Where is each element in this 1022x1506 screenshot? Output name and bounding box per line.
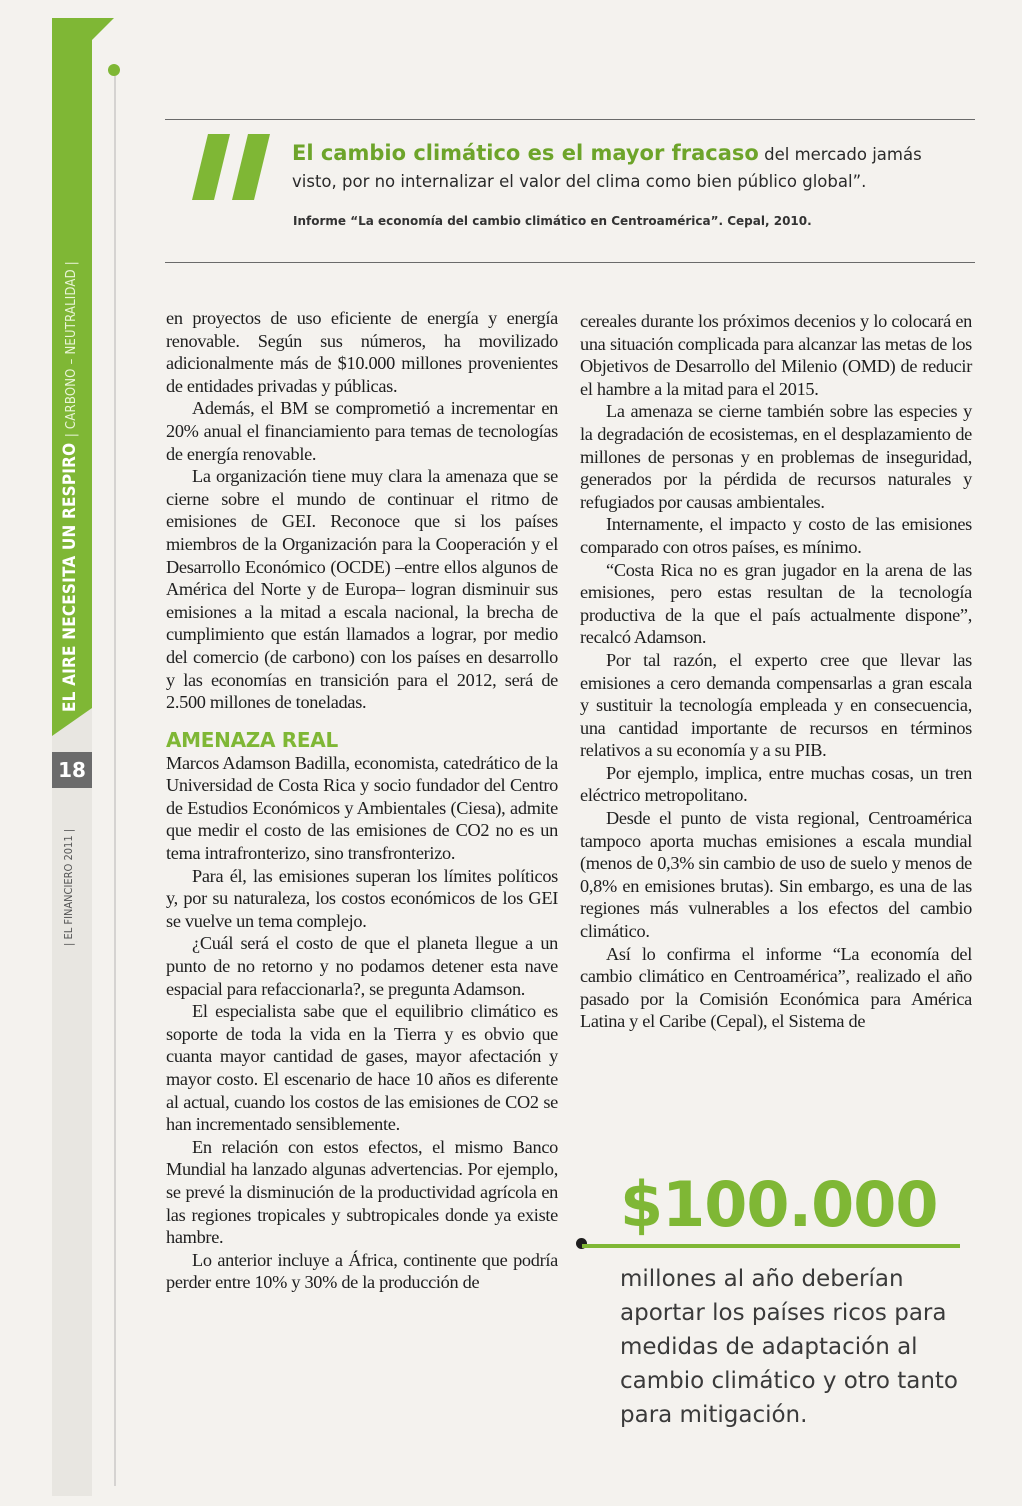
- paragraph: Para él, las emisiones superan los límites políticos y, por su naturaleza, los costos económicos de los GEI se vuelve un tema complejo.: [166, 865, 558, 931]
- quote-marks-icon: [188, 132, 288, 202]
- paragraph: En relación con estos efectos, el mismo Banco Mundial ha lanzado algunas advertencias. Por ejemplo, se prevé la disminución de la productividad agrícola en las regiones tropicales y subtropicales donde ya existe hambre.: [166, 1136, 558, 1248]
- paragraph: Además, el BM se comprometió a incrementar en 20% anual el financiamiento para temas de tecnologías de energía renovable.: [166, 398, 558, 464]
- subheading: AMENAZA REAL: [166, 727, 338, 752]
- publication-footer: | EL FINANCIERO 2011 |: [62, 828, 75, 946]
- section-subtitle: | CARBONO – NEUTRALIDAD |: [64, 261, 79, 438]
- pull-quote: [292, 140, 952, 195]
- sidebar-tab-corner: [92, 18, 114, 40]
- paragraph: en proyectos de uso eficiente de energía y energía renovable. Según sus números, ha movilizado adicionalmente más de $10.000 millones provenientes de entidades privadas y públicas.: [166, 308, 558, 396]
- paragraph: El especialista sabe que el equilibrio climático es soporte de toda la vida en la Tierra y es obvio que cuanta mayor cantidad de gases, mayor afectación y mayor costo. El escenario de hace 10 años es diferente al actual, cuando los costos de las emisiones de CO2 se han incrementado sensiblemente.: [166, 1001, 558, 1135]
- margin-guide-line: [114, 76, 116, 1486]
- bullet-dot-icon: [108, 64, 120, 76]
- paragraph: Por ejemplo, implica, entre muchas cosas, un tren eléctrico metropolitano.: [580, 762, 972, 806]
- paragraph: Por tal razón, el experto cree que llevar las emisiones a cero demanda compensarlas a gran escala y sustituir la tecnología empleada y en consecuencia, una cantidad importante de recursos en términos relativos a su economía y a su PIB.: [580, 649, 972, 761]
- paragraph: La organización tiene muy clara la amenaza que se cierne sobre el mundo de continuar el ritmo de emisiones de GEI. Reconoce que si los países miembros de la Organización para la Cooperación y el Desarrollo Económico (OCDE) –entre ellos algunos de América del Norte y de Europa– logran disminuir sus emisiones a la mitad a escala nacional, la brecha de cumplimiento que están llamados a lograr, por medio del comercio (de carbono) con los países en desarrollo y las economías en transición para el 2012, será de 2.500 millones de toneladas.: [166, 466, 558, 713]
- article-column-1: [166, 307, 558, 1294]
- paragraph: cereales durante los próximos decenios y lo colocará en una situación complicada para alcanzar las metas de los Objetivos de Desarrollo del Milenio (OMD) de reducir el hambre a la mitad para el 2015.: [580, 311, 972, 399]
- callout-number: $100.000: [620, 1168, 938, 1241]
- paragraph: Así lo confirma el informe “La economía del cambio climático en Centroamérica”, realizado el año pasado por la Comisión Económica para América Latina y el Caribe (Cepal), el Sistema de: [580, 943, 972, 1032]
- quote-top-rule: [165, 119, 975, 120]
- pull-quote-source: Informe “La economía del cambio climático en Centroamérica”. Cepal, 2010.: [293, 214, 812, 228]
- paragraph: ¿Cuál será el costo de que el planeta llegue a un punto de no retorno y no podamos detener esta nave espacial para refaccionarla?, se pregunta Adamson.: [166, 933, 558, 999]
- pull-quote-highlight: El cambio climático es el mayor fracaso: [292, 141, 759, 165]
- sidebar-lower-corner: [52, 708, 92, 736]
- pull-quote-text: del mercado jamás visto, por no internalizar el valor del clima como bien público global”.: [292, 145, 922, 191]
- paragraph: Internamente, el impacto y costo de las emisiones comparado con otros países, es mínimo.: [580, 514, 972, 557]
- section-title: [60, 261, 80, 712]
- quote-bottom-rule: [165, 262, 975, 263]
- paragraph: Marcos Adamson Badilla, economista, catedrático de la Universidad de Costa Rica y socio fundador del Centro de Estudios Económicos y Ambientales (Ciesa), admite que medir el costo de las emisiones de CO2 no es un tema intrafronterizo, sino transfronterizo.: [166, 752, 558, 864]
- callout-rule: [582, 1244, 960, 1248]
- paragraph: “Costa Rica no es gran jugador en la arena de las emisiones, pero estas resultan de la tecnología productiva de la que el país actualmente dispone”, recalcó Adamson.: [580, 559, 972, 648]
- paragraph: La amenaza se cierne también sobre las especies y la degradación de ecosistemas, en el desplazamiento de millones de personas y en problemas de inseguridad, generados por la pérdida de recursos naturales y refugiados por causas ambientales.: [580, 401, 972, 512]
- page-number: 18: [52, 752, 92, 788]
- section-title-text: EL AIRE NECESITA UN RESPIRO: [60, 442, 80, 712]
- paragraph: Desde el punto de vista regional, Centroamérica tampoco aporta muchas emisiones a escala mundial (menos de 0,3% sin cambio de uso de suelo y menos de 0,8% en emisiones brutas). Sin embargo, es una de las regiones más vulnerables a los efectos del cambio climático.: [580, 808, 972, 942]
- article-column-2: [580, 310, 972, 1033]
- paragraph: Lo anterior incluye a África, continente que podría perder entre 10% y 30% de la producción de: [166, 1249, 558, 1293]
- callout-caption: millones al año deberían aportar los países ricos para medidas de adaptación al cambio climático y otro tanto para mitigación.: [620, 1266, 959, 1428]
